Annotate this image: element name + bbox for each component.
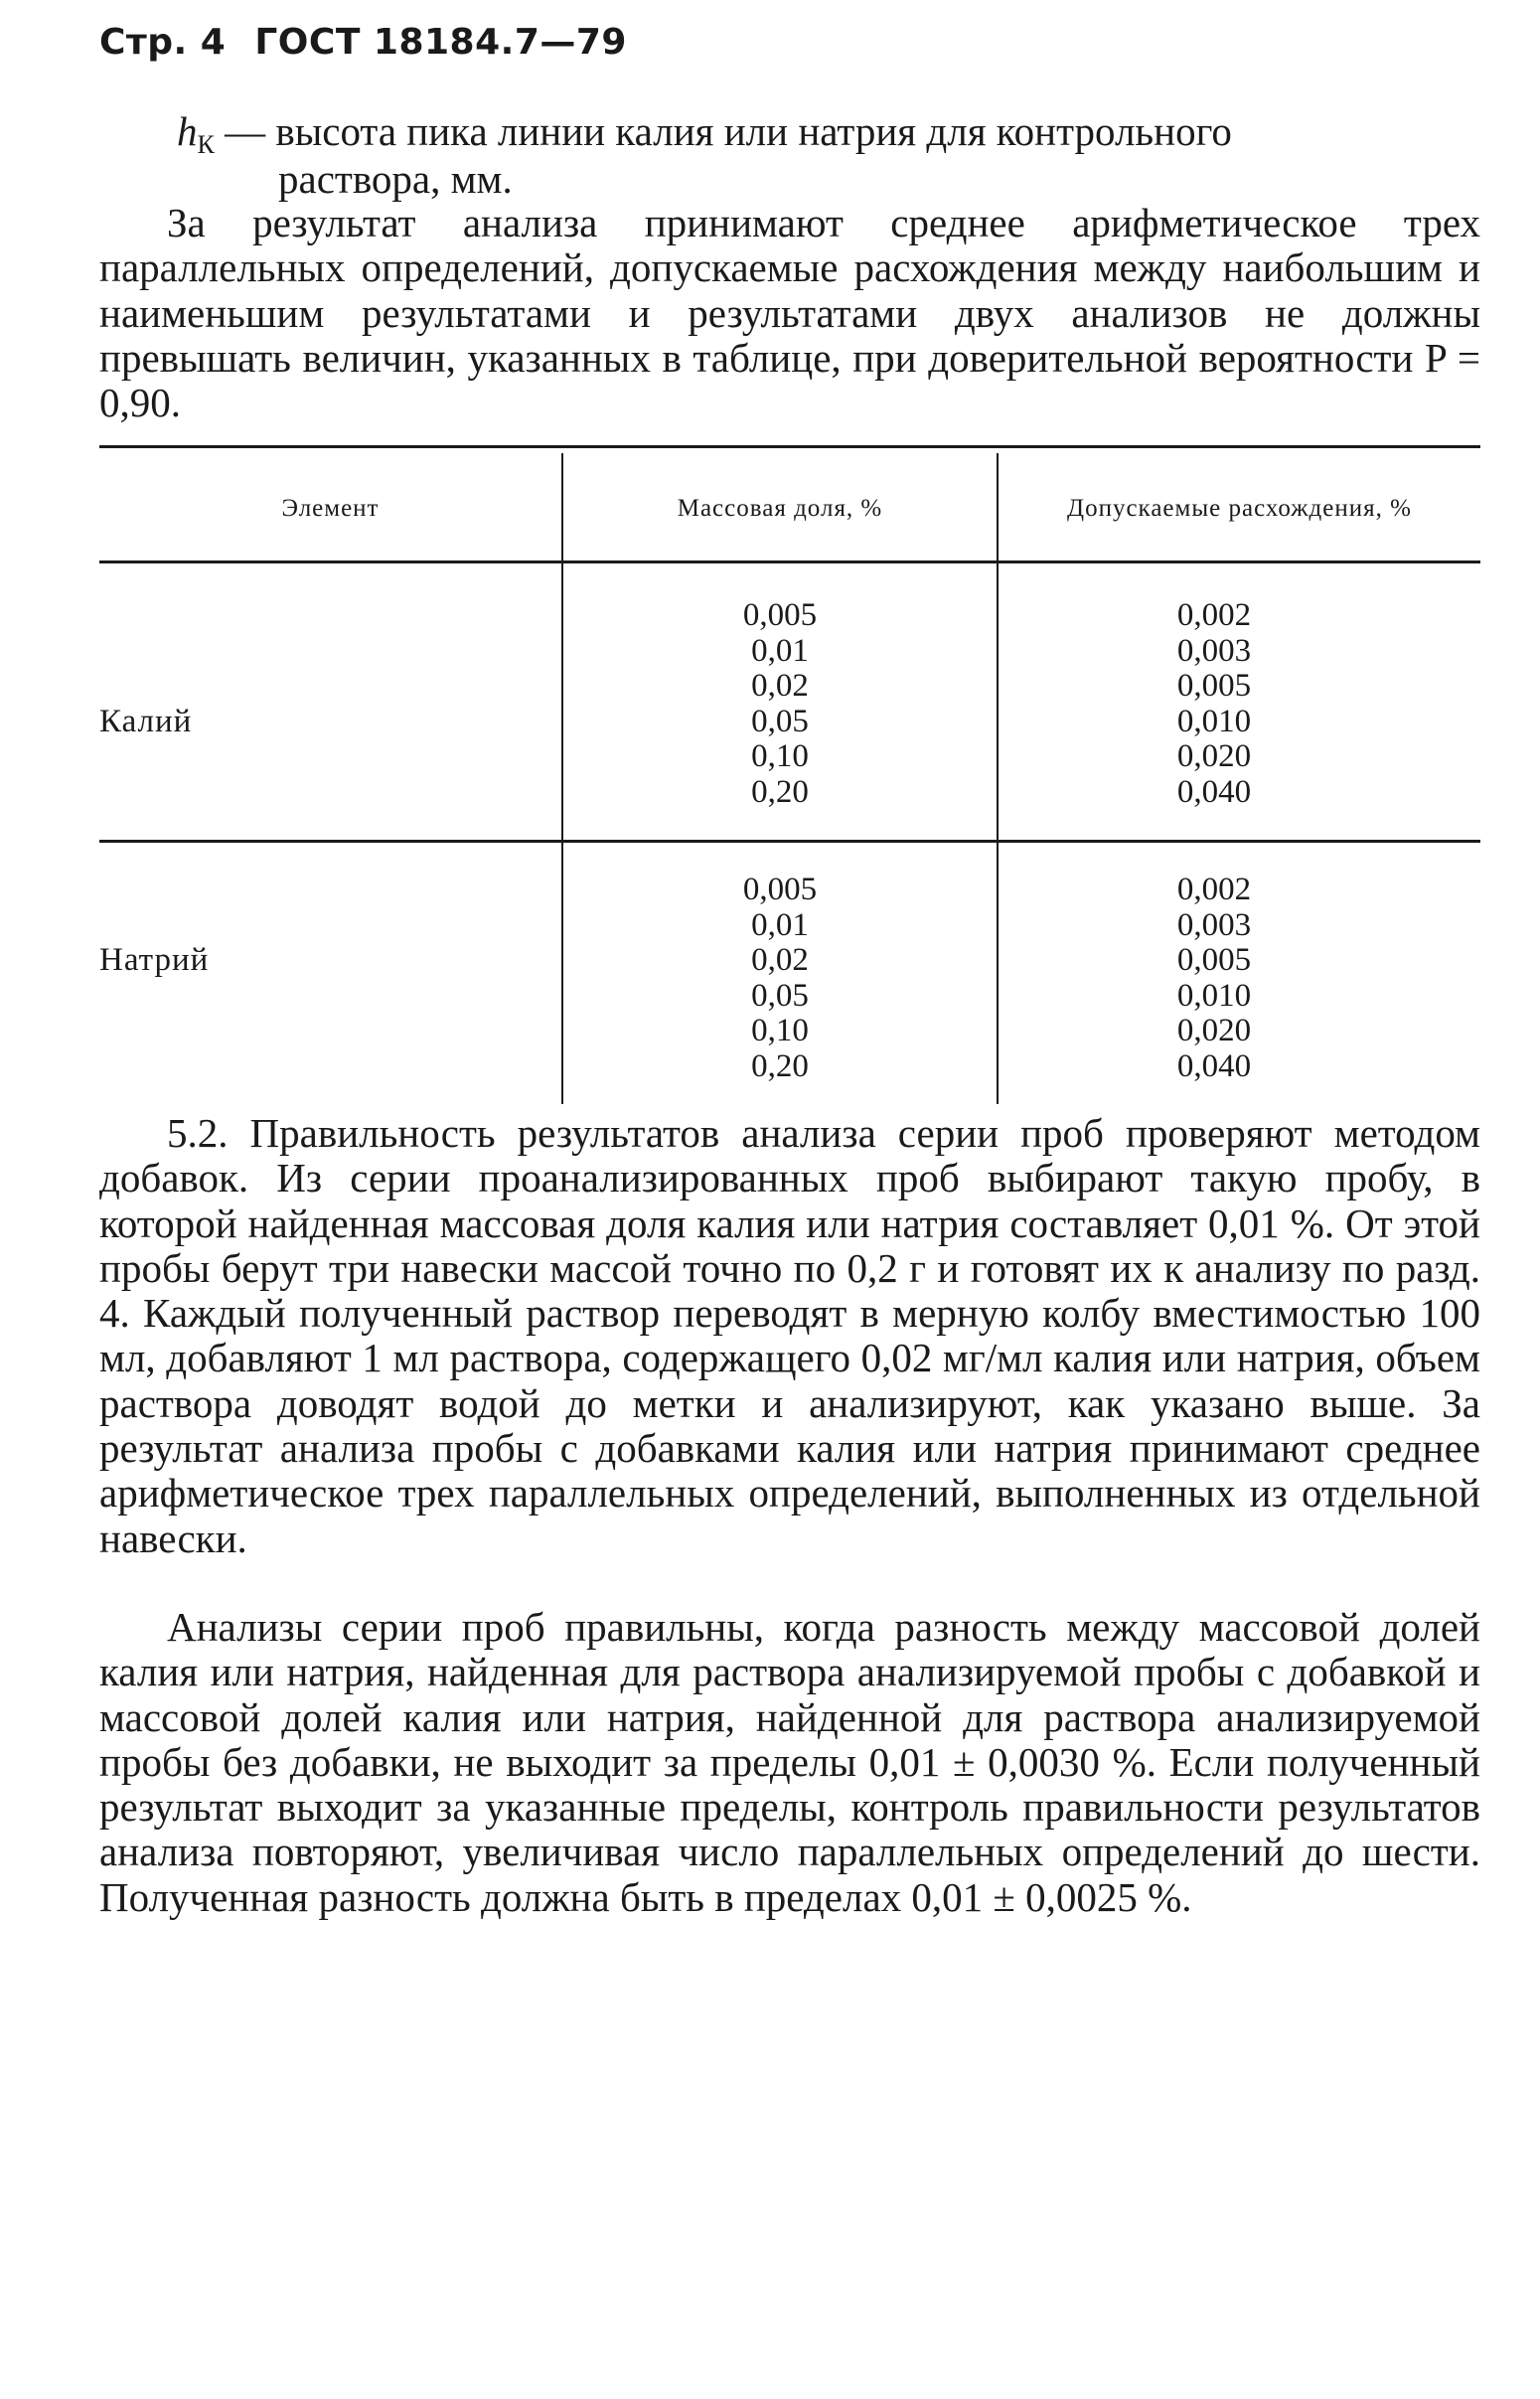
- tolerance-value: 0,040: [1176, 773, 1252, 810]
- definition-subscript: К: [197, 130, 215, 159]
- table-group-rule: [99, 840, 1480, 843]
- standard-code: ГОСТ 18184.7—79: [254, 22, 627, 63]
- mass-value: 0,05: [751, 977, 809, 1014]
- tolerance-value: 0,003: [1176, 906, 1252, 943]
- mass-value: 0,20: [751, 773, 809, 810]
- tolerance-value: 0,010: [1176, 977, 1252, 1014]
- element-sodium: Натрий: [99, 942, 210, 978]
- tolerance-value: 0,010: [1176, 703, 1252, 739]
- paragraph-analysis-correctness: Анализы серии проб правильны, когда разность между массовой долей калия или натрия, найденная для раствора анализируемой пробы с добавкой и массовой долей калия или натрия, найденной для раствора анализируемой пробы без добавки, не выходит за пределы 0,01 ± 0,0030 %. Если полученный результат выходит за указанные пределы, контроль правильности результатов анализа повторяют, увеличивая число параллельных определений до шести. Полученная разность должна быть в пределах 0,01 ± 0,0025 %.: [99, 1604, 1480, 1920]
- element-potassium: Калий: [99, 704, 193, 739]
- mass-value: 0,01: [751, 906, 809, 943]
- table-col-divider-1: [561, 453, 563, 1104]
- tolerance-value: 0,040: [1176, 1047, 1252, 1084]
- definition-symbol: h: [177, 108, 198, 154]
- mass-column-potassium: [681, 598, 879, 810]
- tolerance-table: [99, 445, 1480, 1111]
- tolerance-value: 0,020: [1176, 1013, 1252, 1048]
- header-mass-fraction: Массовая доля, %: [677, 495, 883, 522]
- mass-value: 0,10: [751, 1013, 809, 1048]
- table-col-divider-2: [997, 453, 999, 1104]
- tolerance-value: 0,002: [1176, 597, 1252, 633]
- mass-value: 0,20: [751, 1047, 809, 1084]
- table-header-rule: [99, 560, 1480, 563]
- mass-value: 0,02: [751, 668, 809, 704]
- mass-value: 0,05: [751, 703, 809, 739]
- tolerance-value: 0,020: [1176, 738, 1252, 774]
- mass-value: 0,005: [742, 872, 818, 907]
- tolerance-value: 0,003: [1176, 632, 1252, 669]
- table-top-rule: [99, 445, 1480, 448]
- mass-value: 0,005: [742, 597, 818, 633]
- header-tolerance: Допускаемые расхождения, %: [1067, 495, 1412, 522]
- page-header: [99, 22, 643, 63]
- tolerance-value: 0,005: [1176, 942, 1252, 978]
- mass-value: 0,01: [751, 632, 809, 669]
- tolerance-column-potassium: [1115, 598, 1313, 810]
- tolerance-value: 0,005: [1176, 668, 1252, 704]
- mass-column-sodium: [681, 873, 879, 1084]
- mass-value: 0,02: [751, 942, 809, 978]
- paragraph-5-2: 5.2. Правильность результатов анализа серии проб проверяют методом добавок. Из серии проанализированных проб выбирают такую пробу, в которой найденная массовая доля калия или натрия составляет 0,01 %. От этой пробы берут три навески массой точно по 0,2 г и готовят их к анализу по разд. 4. Каждый полученный раствор переводят в мерную колбу вместимостью 100 мл, добавляют 1 мл раствора, содержащего 0,02 мг/мл калия или натрия, объем раствора доводят водой до метки и анализируют, как указано выше. За результат анализа пробы с добавками калия или натрия принимают среднее арифметическое трех параллельных определений, выполненных из отдельной навески.: [99, 1110, 1480, 1561]
- tolerance-column-sodium: [1115, 873, 1313, 1084]
- page-number: Стр. 4: [99, 22, 227, 63]
- definition-text: — высота пика линии калия или натрия для контрольного: [225, 108, 1232, 154]
- mass-value: 0,10: [751, 738, 809, 774]
- header-element: Элемент: [281, 495, 380, 522]
- definition-line-2: раствора, мм.: [278, 156, 513, 202]
- paragraph-result: За результат анализа принимают среднее арифметическое трех параллельных определений, допускаемые расхождения между наибольшим и наименьшим результатами и результатами двух анализов не должны превышать величин, указанных в таблице, при доверительной вероятности P = 0,90.: [99, 200, 1480, 426]
- tolerance-value: 0,002: [1176, 872, 1252, 907]
